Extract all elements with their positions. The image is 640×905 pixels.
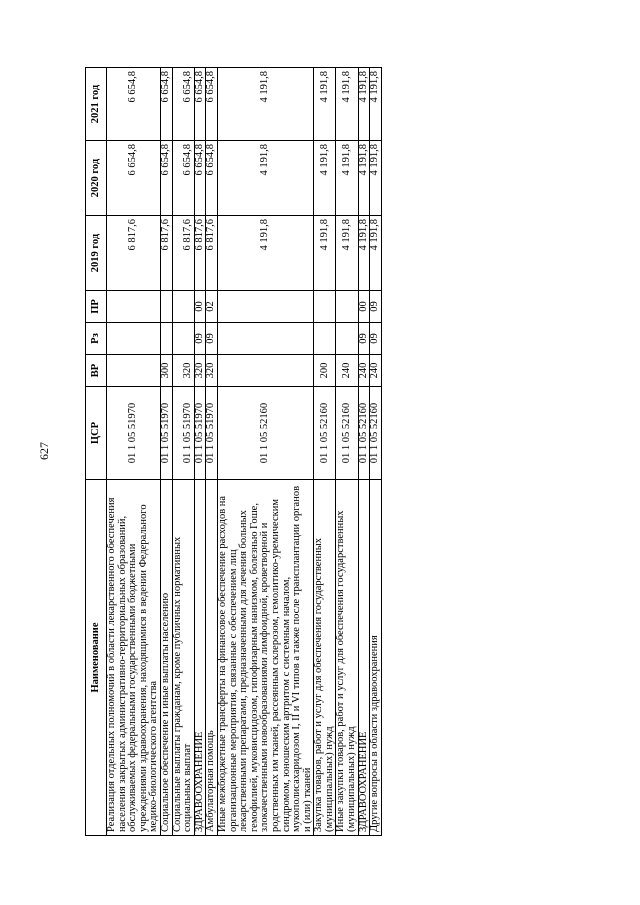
cell-2021: 6 654,8 (194, 68, 206, 141)
cell-name: Социальное обеспечение и иные выплаты населению (160, 480, 172, 836)
cell-pr (172, 291, 194, 323)
cell-2021: 4 191,8 (370, 68, 382, 141)
cell-vr: 320 (206, 355, 218, 387)
cell-2021: 6 654,8 (160, 68, 172, 141)
cell-2020: 4 191,8 (336, 141, 358, 216)
cell-2021: 6 654,8 (107, 68, 161, 141)
cell-vr: 200 (314, 355, 336, 387)
cell-pr: 00 (194, 291, 206, 323)
cell-2021: 4 191,8 (217, 68, 313, 141)
cell-name: ЗДРАВООХРАНЕНИЕ (358, 480, 370, 836)
cell-rz (217, 323, 313, 355)
cell-2021: 4 191,8 (358, 68, 370, 141)
budget-table (85, 67, 382, 836)
cell-rz (336, 323, 358, 355)
cell-csr: 01 1 05 52160 (217, 387, 313, 480)
cell-vr: 320 (172, 355, 194, 387)
cell-2021: 6 654,8 (172, 68, 194, 141)
table-row (358, 68, 370, 836)
cell-rz: 09 (194, 323, 206, 355)
cell-vr: 240 (370, 355, 382, 387)
cell-csr: 01 1 05 52160 (358, 387, 370, 480)
table-row (172, 68, 194, 836)
cell-csr: 01 1 05 52160 (336, 387, 358, 480)
cell-2019: 6 817,6 (160, 216, 172, 291)
table-row (314, 68, 336, 836)
table-row (370, 68, 382, 836)
cell-2020: 6 654,8 (172, 141, 194, 216)
header-vr: ВР (86, 355, 107, 387)
cell-name: Иные межбюджетные трансферты на финансовое обеспечение расходов на организационные мероприятия, связанные с обеспечением лиц лекарственными препаратами, предназначенными для лечения больных гемофилией, муковисцидозом, гипофизарным нанизмом, болезнью Гоше, злокачественными новообразованиями лимфоидной, кроветворной и родственных им тканей, рассеянным склерозом, гемолитико-уремическим синдромом, юношеским артритом с системным началом, мукополисахаридозом I, II и VI типов а также после трансплантации органов и (или) тканей (217, 480, 313, 836)
cell-name: ЗДРАВООХРАНЕНИЕ (194, 480, 206, 836)
cell-2020: 6 654,8 (160, 141, 172, 216)
cell-name: Иные закупки товаров, работ и услуг для обеспечения государственных (муниципальных) нужд (336, 480, 358, 836)
table-row (107, 68, 161, 836)
cell-2020: 4 191,8 (358, 141, 370, 216)
cell-vr: 320 (194, 355, 206, 387)
cell-csr: 01 1 05 52160 (370, 387, 382, 480)
cell-rz: 09 (370, 323, 382, 355)
cell-pr (160, 291, 172, 323)
cell-vr: 240 (358, 355, 370, 387)
cell-pr: 00 (358, 291, 370, 323)
cell-vr (217, 355, 313, 387)
cell-name: Другие вопросы в области здравоохранения (370, 480, 382, 836)
cell-pr (107, 291, 161, 323)
cell-2021: 4 191,8 (314, 68, 336, 141)
page-number: 627 (37, 442, 51, 460)
header-name: Наименование (86, 480, 107, 836)
cell-2019: 4 191,8 (358, 216, 370, 291)
table-header-row (86, 68, 107, 836)
cell-rz (172, 323, 194, 355)
cell-pr: 02 (206, 291, 218, 323)
header-csr: ЦСР (86, 387, 107, 480)
cell-2021: 4 191,8 (336, 68, 358, 141)
cell-csr: 01 1 05 51970 (206, 387, 218, 480)
cell-csr: 01 1 05 52160 (314, 387, 336, 480)
header-rz: Рз (86, 323, 107, 355)
header-2021: 2021 год (86, 68, 107, 141)
cell-2019: 4 191,8 (336, 216, 358, 291)
table-row (206, 68, 218, 836)
cell-csr: 01 1 05 51970 (194, 387, 206, 480)
cell-pr (314, 291, 336, 323)
cell-pr: 09 (370, 291, 382, 323)
table-row (217, 68, 313, 836)
cell-rz (160, 323, 172, 355)
header-2020: 2020 год (86, 141, 107, 216)
table-row (336, 68, 358, 836)
cell-pr (217, 291, 313, 323)
header-2019: 2019 год (86, 216, 107, 291)
cell-csr: 01 1 05 51970 (160, 387, 172, 480)
cell-vr: 240 (336, 355, 358, 387)
cell-2019: 6 817,6 (194, 216, 206, 291)
cell-csr: 01 1 05 51970 (172, 387, 194, 480)
cell-rz (107, 323, 161, 355)
cell-2019: 4 191,8 (314, 216, 336, 291)
cell-2020: 4 191,8 (217, 141, 313, 216)
cell-pr (336, 291, 358, 323)
cell-vr (107, 355, 161, 387)
cell-2019: 4 191,8 (370, 216, 382, 291)
table-row (194, 68, 206, 836)
cell-2020: 4 191,8 (370, 141, 382, 216)
cell-rz: 09 (358, 323, 370, 355)
table-row (160, 68, 172, 836)
cell-2021: 6 654,8 (206, 68, 218, 141)
header-pr: ПР (86, 291, 107, 323)
cell-name: Реализация отдельных полномочий в области лекарственного обеспечения населения закрытых административно-территориальных образований, обслуживаемых федеральными государственными бюджетными учреждениями здравоохранения, находящимися в ведении Федерального медико-биологического агентства (107, 480, 161, 836)
cell-2020: 4 191,8 (314, 141, 336, 216)
cell-2019: 6 817,6 (107, 216, 161, 291)
cell-csr: 01 1 05 51970 (107, 387, 161, 480)
cell-2020: 6 654,8 (194, 141, 206, 216)
budget-table-container (85, 68, 382, 836)
cell-2019: 6 817,6 (206, 216, 218, 291)
cell-2020: 6 654,8 (206, 141, 218, 216)
cell-name: Закупка товаров, работ и услуг для обеспечения государственных (муниципальных) нужд (314, 480, 336, 836)
cell-2019: 6 817,6 (172, 216, 194, 291)
cell-name: Социальные выплаты гражданам, кроме публичных нормативных социальных выплат (172, 480, 194, 836)
cell-2019: 4 191,8 (217, 216, 313, 291)
cell-vr: 300 (160, 355, 172, 387)
cell-name: Амбулаторная помощь (206, 480, 218, 836)
cell-rz: 09 (206, 323, 218, 355)
cell-rz (314, 323, 336, 355)
cell-2020: 6 654,8 (107, 141, 161, 216)
